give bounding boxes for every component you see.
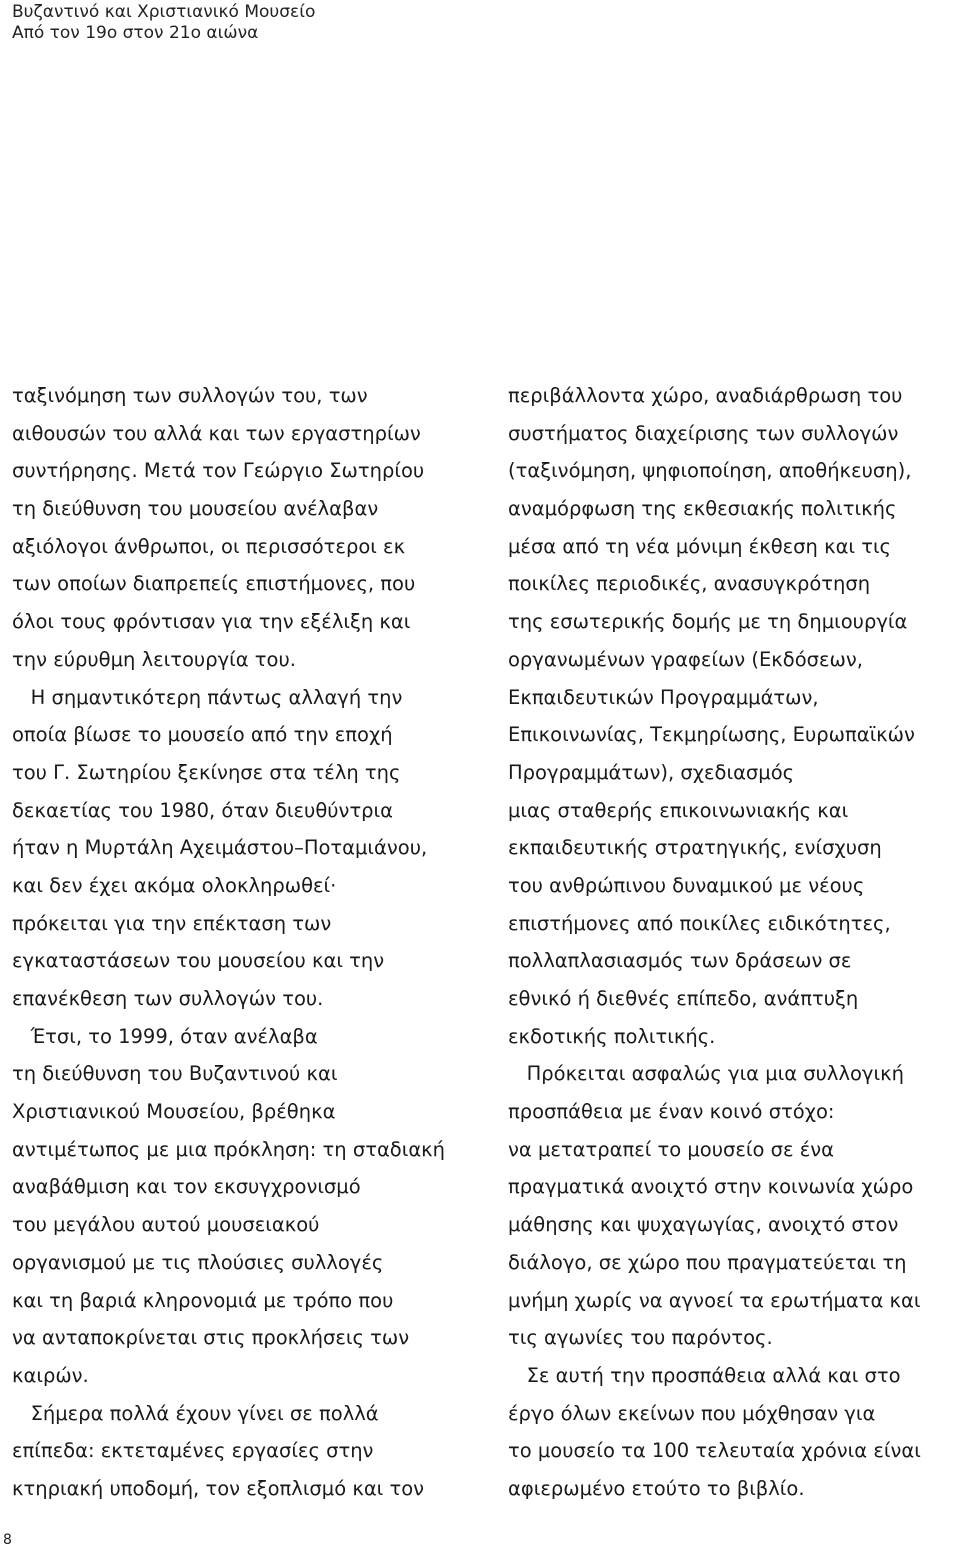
text-line: της εσωτερικής δομής με τη δημιουργία bbox=[508, 610, 908, 634]
text-line: τις αγωνίες του παρόντος. bbox=[508, 1326, 773, 1350]
text-line: Χριστιανικού Μουσείου, βρέθηκα bbox=[12, 1100, 336, 1124]
text-line: οργανισμού με τις πλούσιες συλλογές bbox=[12, 1250, 384, 1274]
text-line: ταξινόμηση των συλλογών του, των bbox=[12, 384, 368, 407]
header-title: Βυζαντινό και Χριστιανικό Μουσείο bbox=[12, 2, 316, 22]
text-line: ήταν η Μυρτάλη Αχειμάστου–Ποταμιάνου, bbox=[12, 836, 428, 860]
text-line: όλοι τους φρόντισαν για την εξέλιξη και bbox=[12, 610, 411, 634]
text-line: ποικίλες περιοδικές, ανασυγκρότηση bbox=[508, 572, 871, 596]
text-line: διάλογο, σε χώρο που πραγματεύεται τη bbox=[508, 1250, 907, 1274]
text-line: καιρών. bbox=[12, 1363, 89, 1387]
text-line: αναμόρφωση της εκθεσιακής πολιτικής bbox=[508, 497, 897, 521]
text-line: αιθουσών του αλλά και των εργαστηρίων bbox=[12, 421, 421, 445]
text-line: να μετατραπεί το μουσείο σε ένα bbox=[508, 1137, 835, 1161]
text-line: πραγματικά ανοιχτό στην κοινωνία χώρο bbox=[508, 1175, 914, 1199]
text-line: έργο όλων εκείνων που μόχθησαν για bbox=[508, 1401, 876, 1425]
text-line: περιβάλλοντα χώρο, αναδιάρθρωση του bbox=[508, 384, 903, 407]
text-line: πρόκειται για την επέκταση των bbox=[12, 911, 332, 935]
text-line: αντιμέτωπος με μια πρόκληση: τη σταδιακή bbox=[12, 1137, 446, 1161]
text-line: Εκπαιδευτικών Προγραμμάτων, bbox=[508, 685, 819, 709]
text-line: το μουσείο τα 100 τελευταία χρόνια είναι bbox=[508, 1439, 921, 1463]
text-line: εγκαταστάσεων του μουσείου και την bbox=[12, 949, 385, 973]
text-column-right bbox=[508, 377, 958, 1508]
text-line: και δεν έχει ακόμα ολοκληρωθεί· bbox=[12, 873, 337, 897]
running-header bbox=[12, 2, 315, 44]
text-line: μνήμη χωρίς να αγνοεί τα ερωτήματα και bbox=[508, 1288, 921, 1312]
text-line: να ανταποκρίνεται στις προκλήσεις των bbox=[12, 1326, 410, 1350]
text-line: Σε αυτή την προσπάθεια αλλά και στο bbox=[508, 1363, 901, 1387]
text-line: (ταξινόμηση, ψηφιοποίηση, αποθήκευση), bbox=[508, 459, 912, 483]
text-line: μάθησης και ψυχαγωγίας, ανοιχτό στον bbox=[508, 1213, 899, 1237]
text-line: Έτσι, το 1999, όταν ανέλαβα bbox=[12, 1024, 318, 1048]
text-line: εκπαιδευτικής στρατηγικής, ενίσχυση bbox=[508, 836, 882, 860]
text-line: αφιερωμένο ετούτο το βιβλίο. bbox=[508, 1476, 805, 1500]
text-line: συστήματος διαχείρισης των συλλογών bbox=[508, 421, 899, 445]
text-line: κτηριακή υποδομή, τον εξοπλισμό και τον bbox=[12, 1476, 425, 1500]
text-line: Πρόκειται ασφαλώς για μια συλλογική bbox=[508, 1062, 904, 1086]
text-line: επίπεδα: εκτεταμένες εργασίες στην bbox=[12, 1439, 374, 1463]
text-line: επανέκθεση των συλλογών του. bbox=[12, 987, 324, 1010]
text-line: συντήρησης. Μετά τον Γεώργιο Σωτηρίου bbox=[12, 459, 425, 483]
text-line: προσπάθεια με έναν κοινό στόχο: bbox=[508, 1100, 835, 1124]
text-line: μέσα από τη νέα μόνιμη έκθεση και τις bbox=[508, 534, 892, 558]
text-line: τη διεύθυνση του μουσείου ανέλαβαν bbox=[12, 497, 379, 521]
text-line: αναβάθμιση και τον εκσυγχρονισμό bbox=[12, 1175, 361, 1199]
text-line: Προγραμμάτων), σχεδιασμός bbox=[508, 760, 795, 784]
text-line: του μεγάλου αυτού μουσειακού bbox=[12, 1213, 320, 1237]
text-line: εκδοτικής πολιτικής. bbox=[508, 1024, 716, 1048]
text-line: Επικοινωνίας, Τεκμηρίωσης, Ευρωπαϊκών bbox=[508, 723, 915, 747]
text-line: οποία βίωσε το μουσείο από την εποχή bbox=[12, 723, 393, 747]
text-line: Σήμερα πολλά έχουν γίνει σε πολλά bbox=[12, 1401, 379, 1425]
text-column-left bbox=[12, 377, 482, 1508]
text-line: και τη βαριά κληρονομιά με τρόπο που bbox=[12, 1288, 394, 1312]
text-line: πολλαπλασιασμός των δράσεων σε bbox=[508, 949, 852, 973]
text-line: επιστήμονες από ποικίλες ειδικότητες, bbox=[508, 911, 891, 935]
text-line: του Γ. Σωτηρίου ξεκίνησε στα τέλη της bbox=[12, 760, 401, 784]
text-line: εθνικό ή διεθνές επίπεδο, ανάπτυξη bbox=[508, 987, 859, 1010]
text-line: των οποίων διαπρεπείς επιστήμονες, που bbox=[12, 572, 416, 596]
text-line: αξιόλογοι άνθρωποι, οι περισσότεροι εκ bbox=[12, 534, 406, 558]
text-line: την εύρυθμη λειτουργία του. bbox=[12, 647, 296, 671]
text-line: δεκαετίας του 1980, όταν διευθύντρια bbox=[12, 798, 394, 822]
page-number: 8 bbox=[3, 1532, 12, 1548]
text-line: του ανθρώπινου δυναμικού με νέους bbox=[508, 873, 865, 897]
text-line: Η σημαντικότερη πάντως αλλαγή την bbox=[12, 685, 403, 709]
text-line: μιας σταθερής επικοινωνιακής και bbox=[508, 798, 849, 822]
header-subtitle: Από τον 19ο στον 21ο αιώνα bbox=[12, 23, 259, 43]
text-line: οργανωμένων γραφείων (Εκδόσεων, bbox=[508, 647, 863, 671]
text-line: τη διεύθυνση του Βυζαντινού και bbox=[12, 1062, 338, 1086]
